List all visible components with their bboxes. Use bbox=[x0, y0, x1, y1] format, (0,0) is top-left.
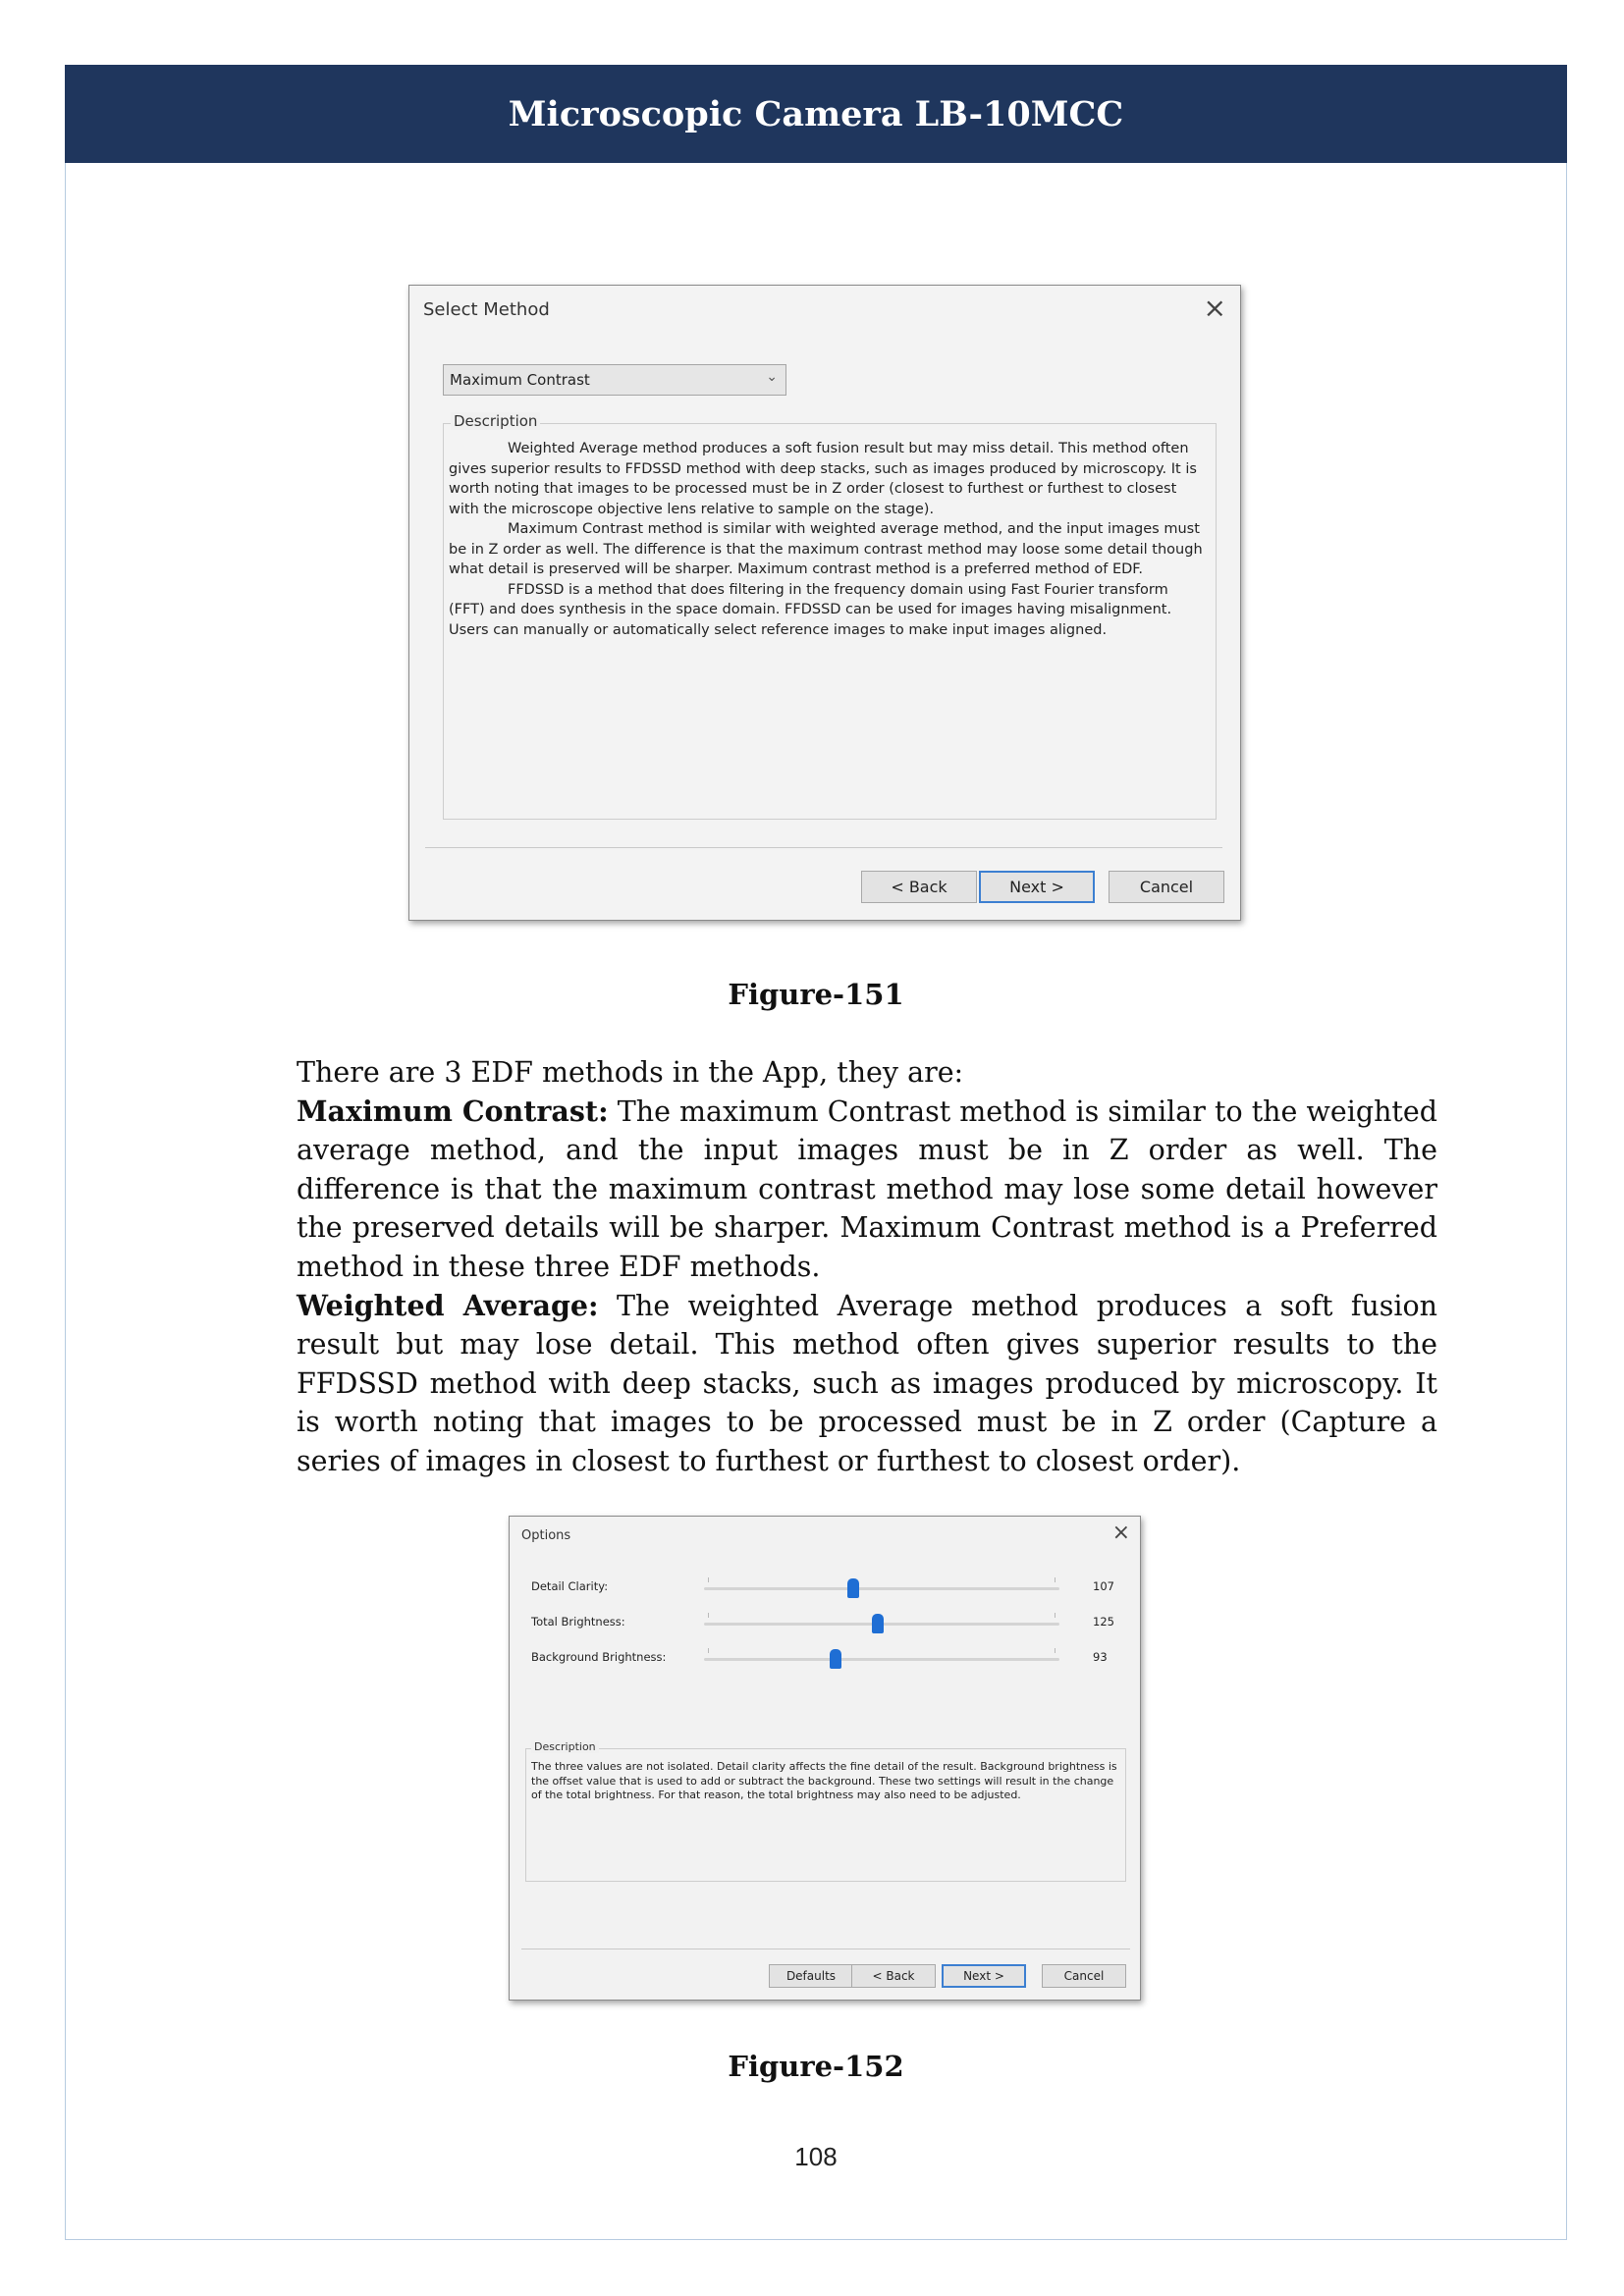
slider-value: 125 bbox=[1093, 1615, 1114, 1629]
back-button[interactable]: < Back bbox=[851, 1964, 936, 1988]
description-label: Description bbox=[451, 412, 540, 430]
cancel-button[interactable]: Cancel bbox=[1109, 871, 1224, 903]
close-icon[interactable]: × bbox=[1203, 292, 1226, 324]
header-title: Microscopic Camera LB-10MCC bbox=[508, 93, 1124, 134]
description-paragraph-maximum: Maximum Contrast method is similar with weighted average method, and the input images must be in Z order as well. The difference is that the maximum contrast method may loose some detail though what detail is preserved will be sharper. Maximum contrast method is a preferred method of EDF. bbox=[449, 521, 1203, 577]
separator bbox=[425, 847, 1222, 848]
body-text bbox=[297, 1053, 1437, 1481]
maximum-contrast-paragraph bbox=[297, 1093, 1437, 1287]
slider-tick bbox=[1055, 1613, 1056, 1618]
options-dialog bbox=[509, 1516, 1141, 2001]
slider-tick bbox=[708, 1613, 709, 1618]
method-select[interactable] bbox=[443, 364, 786, 396]
detail-clarity-slider[interactable] bbox=[704, 1587, 1059, 1590]
slider-thumb[interactable] bbox=[872, 1614, 884, 1633]
method-select-value: Maximum Contrast bbox=[450, 371, 590, 389]
slider-label: Detail Clarity: bbox=[531, 1579, 609, 1593]
slider-tick bbox=[1055, 1577, 1056, 1582]
close-icon[interactable]: × bbox=[1111, 1521, 1130, 1545]
slider-thumb[interactable] bbox=[830, 1649, 841, 1669]
chevron-down-icon: ⌄ bbox=[766, 369, 778, 385]
figure-caption-151: Figure-151 bbox=[728, 978, 904, 1011]
detail-clarity-slider-row bbox=[531, 1574, 1120, 1601]
slider-tick bbox=[1055, 1648, 1056, 1653]
next-button[interactable]: Next > bbox=[979, 871, 1095, 903]
slider-value: 93 bbox=[1093, 1650, 1108, 1664]
dialog-title: Select Method bbox=[423, 299, 550, 320]
maximum-contrast-term: Maximum Contrast: bbox=[297, 1094, 609, 1128]
back-button[interactable]: < Back bbox=[861, 871, 977, 903]
description-label: Description bbox=[531, 1740, 599, 1753]
background-brightness-slider-row bbox=[531, 1644, 1120, 1672]
slider-tick bbox=[708, 1577, 709, 1582]
weighted-average-term: Weighted Average: bbox=[297, 1288, 599, 1322]
select-method-dialog bbox=[408, 285, 1241, 921]
cancel-button[interactable]: Cancel bbox=[1042, 1964, 1126, 1988]
figure-caption-152: Figure-152 bbox=[728, 2050, 904, 2083]
slider-label: Total Brightness: bbox=[531, 1615, 625, 1629]
slider-thumb[interactable] bbox=[847, 1578, 859, 1598]
description-text bbox=[449, 439, 1205, 640]
background-brightness-slider[interactable] bbox=[704, 1658, 1059, 1661]
total-brightness-slider-row bbox=[531, 1609, 1120, 1636]
next-button[interactable]: Next > bbox=[942, 1964, 1026, 1988]
page-number: 108 bbox=[794, 2142, 838, 2171]
total-brightness-slider[interactable] bbox=[704, 1623, 1059, 1626]
description-text: The three values are not isolated. Detail clarity affects the fine detail of the result. Background brightness is the offset value that is used to add or subtract the background. These two settings will result in the change of the total brightness. For that reason, the total brightness may also need to be adjusted. bbox=[531, 1760, 1117, 1801]
maximum-contrast-text: The maximum Contrast method is similar to the weighted average method, and the input images must be in Z order as well. The difference is that the maximum contrast method may lose some detail however the preserved details will be sharper. Maximum Contrast method is a Preferred method in these three EDF methods. bbox=[297, 1095, 1437, 1283]
slider-value: 107 bbox=[1093, 1579, 1114, 1593]
weighted-average-text: The weighted Average method produces a soft fusion result but may lose detail. This method often gives superior results to the FFDSSD method with deep stacks, such as images produced by microscopy. It is worth noting that images to be processed must be in Z order (Capture a series of images in closest to furthest or furthest to closest order). bbox=[297, 1289, 1438, 1477]
weighted-average-paragraph bbox=[297, 1287, 1437, 1481]
description-paragraph-ffdssd: FFDSSD is a method that does filtering in the frequency domain using Fast Fourier transform (FFT) and does synthesis in the space domain. FFDSSD can be used for images having misalignment. Users can manually or automatically select reference images to make input images aligned. bbox=[449, 581, 1172, 638]
description-paragraph-weighted: Weighted Average method produces a soft fusion result but may miss detail. This method often gives superior results to FFDSSD method with deep stacks, such as images produced by microscopy. It is worth noting that images to be processed must be in Z order (closest to furthest or furthest to closest with the microscope objective lens relative to sample on the stage). bbox=[449, 441, 1197, 517]
slider-tick bbox=[708, 1648, 709, 1653]
page-header bbox=[65, 65, 1567, 163]
defaults-button[interactable]: Defaults bbox=[769, 1964, 853, 1988]
slider-label: Background Brightness: bbox=[531, 1650, 667, 1664]
dialog-title: Options bbox=[521, 1528, 571, 1543]
intro-paragraph: There are 3 EDF methods in the App, they are: bbox=[297, 1056, 964, 1089]
